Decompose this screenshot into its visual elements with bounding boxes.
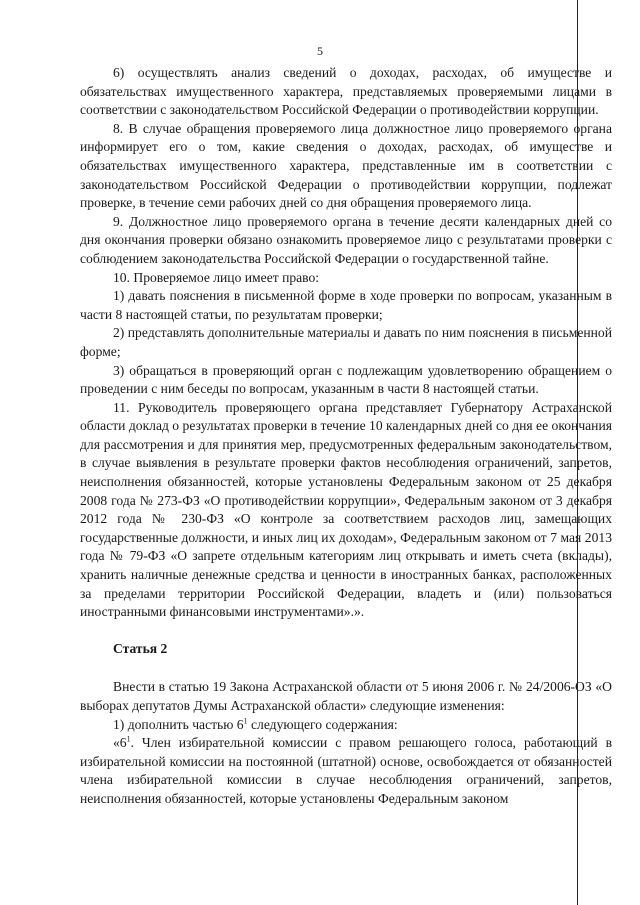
- paragraph: 8. В случае обращения проверяемого лица должностное лицо проверяемого органа информирует его о том, какие сведения о доходах, расходах, об имуществе и обязательствах имущественного характера, представленные им в соответствии с законодательством Российской Федерации о противодействии коррупции, подлежат проверке, в течение семи рабочих дней со дня обращения проверяемого лица.: [80, 120, 612, 211]
- paragraph: [80, 716, 612, 735]
- paragraph-text: следующего содержания:: [247, 716, 398, 732]
- paragraph: Внести в статью 19 Закона Астраханской области от 5 июня 2006 г. № 24/2006-ОЗ «О выборах депутатов Думы Астраханской области» следующие изменения:: [80, 679, 612, 713]
- paragraph: 3) обращаться в проверяющий орган с подлежащим удовлетворению обращением о проведении с ним беседы по вопросам, указанным в части 8 настоящей статьи.: [80, 362, 612, 397]
- page-number: 5: [317, 44, 323, 58]
- paragraph: [80, 734, 612, 808]
- paragraph-text: «6: [113, 735, 127, 751]
- paragraph: 11. Руководитель проверяющего органа представляет Губернатору Астраханской области доклад о результатах проверки в течение 10 календарных дней со дня ее окончания для рассмотрения и для принятия мер, предусмотренных федеральным законодательством, в случае выявления в результате проверки фактов несоблюдения ограничений, запретов, неисполнения обязанностей, которые установлены Федеральным законом от 25 декабря 2008 года № 273-ФЗ «О противодействии коррупции», Федеральным законом от 3 декабря 2012 года № 230-ФЗ «О контроле за соответствием расходов лиц, замещающих государственные должности, и иных лиц их доходам», Федеральным законом от 7 мая 2013 года № 79-ФЗ «О запрете отдельным категориям лиц открывать и иметь счета (вклады), хранить наличные денежные средства и ценности в иностранных банках, расположенных за пределами территории Российской Федерации, владеть и (или) пользоваться иностранными финансовыми инструментами».».: [80, 399, 612, 620]
- paragraph: 1) давать пояснения в письменной форме в ходе проверки по вопросам, указанным в части 8 настоящей статьи, по результатам проверки;: [80, 288, 612, 322]
- article-heading: Статья 2: [113, 640, 168, 656]
- paragraph: 2) представлять дополнительные материалы и давать по ним пояснения в письменной форме;: [80, 325, 612, 359]
- superscript: 1: [126, 734, 131, 744]
- superscript: 1: [243, 716, 248, 726]
- paragraph: 6) осуществлять анализ сведений о доходах, расходах, об имуществе и обязательствах имущественного характера, представляемых проверяемыми лицами в соответствии с законодательством Российской Федерации о противодействии коррупции.: [80, 65, 612, 118]
- paragraph-text: 1) дополнить частью 6: [113, 716, 244, 732]
- document-body: [80, 64, 612, 809]
- paragraph: 9. Должностное лицо проверяемого органа в течение десяти календарных дней со дня окончания проверки обязано ознакомить проверяемое лицо с результатами проверки с соблюдением законодательства Российской Федерации о государственной тайне.: [80, 213, 612, 266]
- paragraph: 10. Проверяемое лицо имеет право:: [113, 269, 320, 285]
- paragraph-text: . Член избирательной комиссии с правом решающего голоса, работающий в избирательной комиссии на постоянной (штатной) основе, освобождается от обязанностей члена избирательной комиссии в случае несоблюдения ограничений, запретов, неисполнения обязанностей, которые установлены Федеральным законом: [80, 735, 612, 806]
